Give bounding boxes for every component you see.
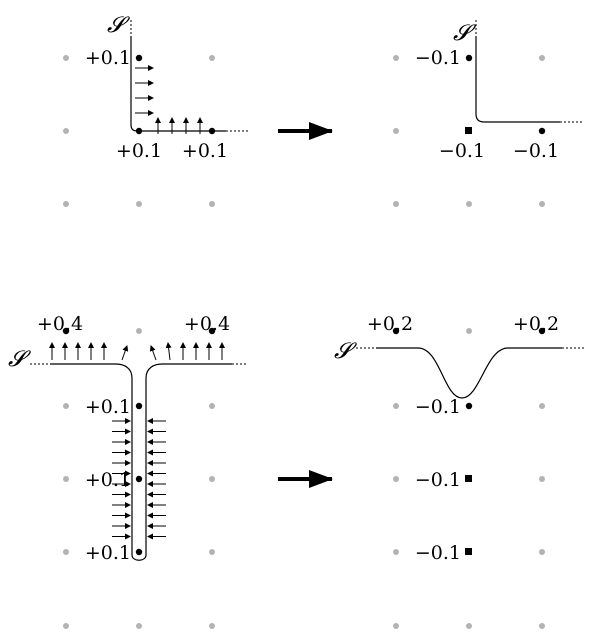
charge-dot — [136, 476, 142, 482]
charge-label: +0.1 — [84, 542, 131, 564]
charge-label: +0.1 — [84, 396, 131, 418]
grid-dot — [466, 623, 472, 629]
charge-label: +0.4 — [36, 313, 84, 335]
charge-label: −0.1 — [512, 140, 560, 162]
charge-label: −0.1 — [414, 469, 461, 491]
charge-dot — [136, 549, 142, 555]
charge-label: +0.1 — [181, 140, 229, 162]
surface-label: 𝓢 — [334, 339, 352, 364]
grid-dot — [393, 403, 399, 409]
grid-dot — [63, 403, 69, 409]
surface-label: 𝓢 — [8, 347, 26, 372]
panel-top-left — [85, 13, 248, 162]
grid-dot — [136, 201, 142, 207]
charge-label: +0.2 — [512, 313, 560, 335]
grid-dot — [209, 476, 215, 482]
charge-dot — [209, 128, 215, 134]
arrow-up — [151, 346, 156, 360]
grid-dot — [63, 128, 69, 134]
charge-label: −0.1 — [438, 140, 486, 162]
grid-dot — [539, 623, 545, 629]
grid-dot — [393, 623, 399, 629]
charge-label: +0.1 — [84, 469, 131, 491]
charge-label: −0.1 — [414, 542, 461, 564]
charge-dot — [136, 128, 142, 134]
panel-top-right — [415, 20, 582, 162]
grid-dot — [539, 55, 545, 61]
grid-dot — [466, 201, 472, 207]
grid-dot — [539, 403, 545, 409]
charge-dot — [136, 55, 142, 61]
charge-square — [465, 475, 472, 482]
panel-bottom-left — [8, 313, 246, 564]
charge-label: −0.1 — [414, 396, 461, 418]
charge-label: −0.1 — [414, 47, 461, 69]
charge-dot — [539, 128, 545, 134]
surface-label: 𝓢 — [107, 13, 125, 38]
surface-curve — [50, 364, 232, 560]
grid-dot — [393, 55, 399, 61]
grid-dot — [63, 623, 69, 629]
charge-dot — [136, 403, 142, 409]
grid-dot — [466, 328, 472, 334]
charge-dot — [466, 403, 472, 409]
grid-dot — [393, 201, 399, 207]
charge-label: +0.1 — [115, 140, 163, 162]
grid-dot — [63, 201, 69, 207]
surface-curve — [476, 36, 560, 122]
arrow-up — [122, 346, 127, 360]
grid-dot — [393, 128, 399, 134]
grid-dot — [539, 549, 545, 555]
grid-dot — [209, 403, 215, 409]
grid-dot — [136, 328, 142, 334]
charge-square — [465, 127, 472, 134]
grid-dot — [63, 549, 69, 555]
charge-label: +0.1 — [84, 47, 131, 69]
surface-label: 𝓢 — [453, 21, 471, 46]
grid-dot — [209, 549, 215, 555]
grid-dot — [209, 623, 215, 629]
grid-dot — [209, 201, 215, 207]
flux-arrows-horizontal — [135, 68, 153, 113]
arrow-up — [168, 343, 170, 360]
flux-arrows-up — [52, 343, 222, 360]
charge-label: +0.4 — [183, 313, 231, 335]
grid-dot — [63, 55, 69, 61]
grid-dot — [209, 55, 215, 61]
charge-label: +0.2 — [366, 313, 414, 335]
surface-curve — [376, 348, 562, 398]
grid-dot — [136, 623, 142, 629]
grid-dot — [539, 201, 545, 207]
grid-dot — [393, 476, 399, 482]
charge-square — [465, 548, 472, 555]
charge-dot — [466, 55, 472, 61]
panel-bottom-right — [334, 313, 584, 564]
grid-dot — [393, 549, 399, 555]
grid-dot — [539, 476, 545, 482]
grid-dot — [63, 476, 69, 482]
